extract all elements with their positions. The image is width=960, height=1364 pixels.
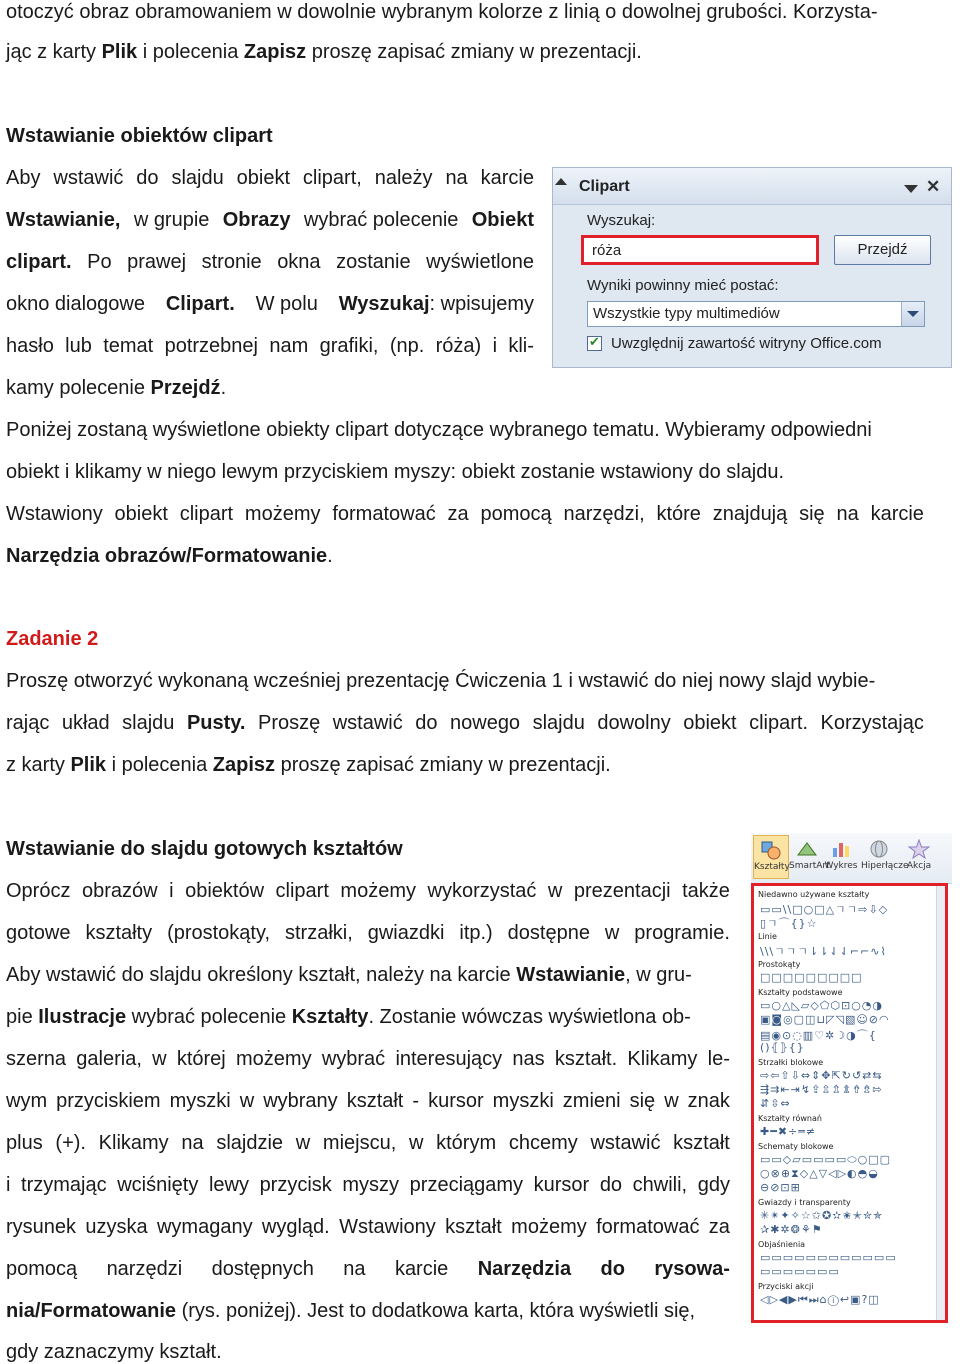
word: nas <box>512 1048 545 1070</box>
panel-menu-icon[interactable] <box>904 185 918 193</box>
gallery-section-label: Strzałki blokowe <box>758 1058 824 1067</box>
shape-row[interactable]: ✰✱✲❂⚘⚑ <box>760 1223 823 1236</box>
word: programie. <box>634 922 730 944</box>
shapes-line3: Aby wstawić do slajdu określony kształt, należy na karcie Wstawianie, w gru- <box>6 964 692 986</box>
word: w <box>664 1090 679 1112</box>
word: grafiki, <box>319 335 379 357</box>
ribbon-label-action: Akcja <box>906 861 932 871</box>
word: dostępnych <box>211 1258 314 1280</box>
word: myszy <box>342 1174 400 1196</box>
word: narzędzi, <box>563 503 645 525</box>
word: do <box>600 1258 625 1280</box>
word: nowego <box>450 712 521 734</box>
word: zostanie <box>336 251 411 273</box>
search-label: Wyszukaj: <box>587 212 656 229</box>
word: w <box>408 1132 424 1154</box>
word: uzyska <box>85 1216 148 1238</box>
word: kształt. <box>554 1048 618 1070</box>
close-icon[interactable]: ✕ <box>926 177 941 196</box>
word: kształty <box>85 922 153 944</box>
chart-icon <box>830 839 852 859</box>
shapes-line8 <box>6 1173 730 1197</box>
zadanie2-line1: Proszę otworzyć wykonaną wcześniej prezentację Ćwiczenia 1 i wstawić do niej nowy slajd wybie- <box>6 670 876 692</box>
clipart-text-line4: okno dialogowe Clipart. W polu Wyszukaj: wpisujemy <box>6 293 534 315</box>
word: się <box>629 1090 656 1112</box>
shape-row[interactable]: ▤◉⊙◌▥♡✲☽◑⌒{ <box>760 1029 877 1042</box>
word: możemy <box>511 1216 587 1238</box>
gallery-section-label: Niedawno używane kształty <box>758 890 870 899</box>
shapes-line10 <box>6 1257 730 1281</box>
globe-icon <box>868 839 890 859</box>
word: wybrany <box>263 1090 338 1112</box>
word: temat <box>103 335 154 357</box>
shape-row[interactable]: ▭▭▭▭▭▭▭▭▭▭▭▭ <box>760 1251 897 1264</box>
word: - <box>412 1090 420 1112</box>
shape-row[interactable]: \\\ㄱㄱㄱ⇂⇂⇃⇃⌐⌐∿⌇ <box>760 945 887 958</box>
word: formatować <box>332 503 436 525</box>
word: wygląd. <box>261 1216 330 1238</box>
word: w <box>547 880 563 902</box>
shape-row[interactable]: ◁▷◀▶⏮⏭⌂ⓘ↩▣?◫ <box>760 1293 880 1306</box>
gallery-section-label: Gwiazdy i transparenty <box>758 1198 851 1207</box>
word: kursor <box>533 1174 590 1196</box>
word: dowolny <box>597 712 671 734</box>
shape-row[interactable]: ⇵⇳⇔ <box>760 1097 791 1110</box>
word: itp.) <box>459 922 493 944</box>
word: na <box>181 1132 204 1154</box>
word: obiekt <box>683 712 737 734</box>
clipart-text-line10: Narzędzia obrazów/Formatowanie. <box>6 545 333 567</box>
shape-row[interactable]: ()⦃⦄{} <box>760 1041 805 1054</box>
word: wciśnięty <box>117 1174 199 1196</box>
media-type-value: Wszystkie typy multimediów <box>593 305 780 322</box>
word: potrzebnej <box>164 335 258 357</box>
clipart-text-line9 <box>6 502 924 526</box>
word: Oprócz <box>6 880 71 902</box>
word: prezentacji <box>573 880 671 902</box>
word: clipart. <box>749 712 808 734</box>
word: lub <box>65 335 92 357</box>
para1-line1: otoczyć obraz obramowaniem w dowolnie wybranym kolorze z linią o dowolnej grubości. Korzysta- <box>6 1 878 23</box>
word: obiekt <box>114 503 168 525</box>
include-office-label: Uwzględnij zawartość witryny Office.com <box>611 335 882 352</box>
clipart-panel <box>552 167 952 368</box>
word: znak <box>687 1090 730 1112</box>
word: slajdzie <box>216 1132 284 1154</box>
shapes-ribbon-button[interactable] <box>753 835 789 879</box>
word: karcie <box>394 1258 449 1280</box>
shape-row[interactable]: ▭▭\\□○□△ㄱㄱ⇨⇩◇ <box>760 903 889 916</box>
word: wybrać <box>321 1048 386 1070</box>
word: przeciągamy <box>409 1174 524 1196</box>
word: clipart <box>179 503 234 525</box>
shapes-line7 <box>6 1131 730 1155</box>
word: plus <box>6 1132 43 1154</box>
clipart-text-line1 <box>6 166 534 190</box>
word: i <box>169 880 174 902</box>
word: karcie <box>870 503 924 525</box>
word: obiekt <box>236 167 290 189</box>
shapes-line1 <box>6 879 730 903</box>
word: kształt <box>346 1090 404 1112</box>
word: kształt <box>673 1132 730 1154</box>
shapes-line9 <box>6 1215 730 1239</box>
word: za <box>708 1216 730 1238</box>
word: dostępne <box>507 922 590 944</box>
word: którym <box>436 1132 497 1154</box>
zadanie2-line3: z karty Plik i polecenia Zapisz proszę zapisać zmiany w prezentacji. <box>6 754 611 776</box>
word: wyświetlone <box>426 251 534 273</box>
word: do <box>599 1174 623 1196</box>
word: lewy <box>208 1174 249 1196</box>
word: stronie <box>201 251 262 273</box>
word: pomocą <box>480 503 552 525</box>
shapes-line2 <box>6 921 730 945</box>
shapes-gallery-panel <box>751 833 952 1328</box>
shape-row[interactable]: ⊖⊘⊡⊞ <box>760 1181 801 1194</box>
shape-row[interactable]: ⇨⇦⇧⇩⇔⇕✥⇱↻↺⇄⇆ <box>760 1069 883 1082</box>
clipart-text-line8: obiekt i klikamy w niego lewym przyciskiem myszy: obiekt zostanie wstawiony do slajdu. <box>6 461 785 483</box>
search-input-value: róża <box>592 242 622 259</box>
word: które <box>656 503 701 525</box>
word: Po <box>87 251 112 273</box>
word: chcemy <box>508 1132 578 1154</box>
word: wstawić <box>53 167 124 189</box>
word: strzałki, <box>285 922 353 944</box>
word: Klikamy <box>627 1048 698 1070</box>
action-ribbon-button[interactable] <box>901 835 937 879</box>
word: i <box>6 1174 11 1196</box>
word: za <box>447 503 469 525</box>
word: możemy <box>340 880 416 902</box>
word: kursor <box>428 1090 484 1112</box>
smartart-ribbon-button[interactable] <box>789 835 830 879</box>
smartart-icon <box>796 839 818 859</box>
word: na <box>836 503 859 525</box>
ribbon-label-smartart: SmartArt <box>789 861 830 871</box>
word: gdy <box>697 1174 730 1196</box>
ribbon-label-shapes: Kształty <box>754 862 790 872</box>
word: należy <box>374 167 433 189</box>
clipart-text-line7: Poniżej zostaną wyświetlone obiekty clipart dotyczące wybranego tematu. Wybieramy odpowiedni <box>6 419 872 441</box>
gallery-section-label: Kształty równań <box>758 1114 822 1123</box>
word: także <box>682 880 730 902</box>
shape-row[interactable]: ✳✴✦✧☆✩✪✫✬✭✮✯ <box>760 1209 884 1222</box>
word: gwiazdki <box>367 922 445 944</box>
word: rysunek <box>6 1216 77 1238</box>
word: się <box>799 503 825 525</box>
word: clipart <box>275 880 329 902</box>
word: w <box>295 1132 311 1154</box>
word: karcie <box>480 167 534 189</box>
word: możemy <box>244 503 321 525</box>
word: miejscu, <box>322 1132 397 1154</box>
word: wym <box>6 1090 48 1112</box>
word: i <box>492 335 498 357</box>
shape-row[interactable]: ▭○△◺▱◇⬠⬡⊡○◔◑ <box>760 999 884 1012</box>
shapes-line11: nia/Formatowanie (rys. poniżej). Jest to dodatkowa karta, która wyświetli się, <box>6 1300 696 1322</box>
gallery-section-label: Objaśnienia <box>758 1240 806 1249</box>
word: szerna <box>6 1048 67 1070</box>
word: clipart, <box>302 167 362 189</box>
action-star-icon <box>908 839 930 859</box>
word: formatować <box>596 1216 700 1238</box>
word: trzymając <box>21 1174 107 1196</box>
word: Korzystając <box>820 712 924 734</box>
shapes-line6 <box>6 1089 730 1113</box>
word: Aby <box>6 167 41 189</box>
word: wstawić <box>332 712 403 734</box>
clipart-heading: Wstawianie obiektów clipart <box>6 125 273 147</box>
word: wykorzystać <box>427 880 537 902</box>
gallery-section-label: Przyciski akcji <box>758 1282 814 1291</box>
word: pomocą <box>6 1258 78 1280</box>
word: obiektów <box>185 880 265 902</box>
gallery-section-label: Linie <box>758 932 777 941</box>
word: (+). <box>55 1132 86 1154</box>
shape-row[interactable]: □□□□□□□□□ <box>760 971 863 984</box>
word: przyciskiem <box>56 1090 161 1112</box>
word: Klikamy <box>98 1132 169 1154</box>
shape-row[interactable]: ○⊗⊕⧗◇△▽◁▷◐◓◒ <box>760 1167 879 1180</box>
shapes-heading: Wstawianie do slajdu gotowych kształtów <box>6 838 403 860</box>
word: kształt <box>445 1216 502 1238</box>
ribbon-label-chart: Wykres <box>824 861 858 871</box>
word: na <box>343 1258 366 1280</box>
word: Narzędzia <box>477 1258 572 1280</box>
word: znajdują <box>712 503 788 525</box>
word: zmieni <box>562 1090 621 1112</box>
word: (np. <box>389 335 425 357</box>
shapes-line5 <box>6 1047 730 1071</box>
shapes-icon <box>760 840 782 860</box>
word: Wstawiony <box>339 1216 436 1238</box>
word: na <box>445 167 468 189</box>
shape-row[interactable]: ▯ㄱ⌒{}☆ <box>760 917 818 930</box>
word: w <box>152 1048 167 1070</box>
clipart-text-line6: kamy polecenie Przejdź. <box>6 377 227 399</box>
search-input[interactable] <box>581 235 819 265</box>
shape-row[interactable]: ▭▭◇▱▭▭▭▭⬭○□▢ <box>760 1153 892 1166</box>
para1-line2: jąc z karty Plik i polecenia Zapisz proszę zapisać zmiany w prezentacji. <box>6 41 642 63</box>
word: obrazów <box>81 880 158 902</box>
shape-row[interactable]: ⇶⇉⇤⇥↯⇪⇫⇬⇭⇮⇯⇰ <box>760 1083 883 1096</box>
shapes-line4: pie Ilustracje wybrać polecenie Kształty. Zostanie wówczas wyświetlona ob- <box>6 1006 691 1028</box>
clipart-panel-title: Clipart <box>579 178 630 195</box>
word: kli- <box>508 335 534 357</box>
word: w <box>604 922 620 944</box>
word: Proszę <box>257 712 321 734</box>
word: róża) <box>435 335 482 357</box>
word: w <box>239 1090 255 1112</box>
ribbon-label-hyperlink: Hiperłącze <box>861 861 909 871</box>
word: le- <box>707 1048 730 1070</box>
shapes-line12: gdy zaznaczymy kształt. <box>6 1341 222 1363</box>
clipart-text-line2: Wstawianie, w grupie Obrazy wybrać polecenie Obiekt <box>6 209 534 231</box>
hyperlink-ribbon-button[interactable] <box>861 835 909 879</box>
go-button[interactable]: Przejdź <box>834 235 931 265</box>
word: do <box>136 167 159 189</box>
word: rysowa- <box>654 1258 730 1280</box>
chevron-down-icon[interactable] <box>901 302 924 326</box>
shape-row[interactable]: ▣◙◎▢◫⊔◸◹▧☺⊘◠ <box>760 1013 890 1026</box>
word: myszki <box>169 1090 231 1112</box>
gallery-section-label: Schematy blokowe <box>758 1142 834 1151</box>
word: galeria, <box>76 1048 142 1070</box>
word: wymagany <box>156 1216 253 1238</box>
word: interesujący <box>395 1048 503 1070</box>
include-office-checkbox[interactable] <box>587 336 602 351</box>
word: slajdu <box>532 712 585 734</box>
word: slajdu <box>171 167 224 189</box>
word: narzędzi <box>106 1258 183 1280</box>
word: której <box>176 1048 226 1070</box>
illustrations-ribbon <box>751 833 952 884</box>
word: nam <box>269 335 309 357</box>
word: (prostokąty, <box>167 922 271 944</box>
word: prawej <box>127 251 187 273</box>
gallery-scrollbar[interactable] <box>936 886 945 1320</box>
word: chwili, <box>632 1174 688 1196</box>
shape-row[interactable]: ▭▭▭▭▭▭▭ <box>760 1265 840 1278</box>
zadanie2-heading: Zadanie 2 <box>6 628 99 650</box>
results-label: Wyniki powinny mieć postać: <box>587 277 779 294</box>
media-type-select[interactable] <box>587 301 925 327</box>
chart-ribbon-button[interactable] <box>823 835 859 879</box>
clipart-text-line3: clipart. Po prawej stronie okna zostanie wyświetlone <box>6 251 534 273</box>
shapes-gallery <box>751 883 948 1323</box>
word: Wstawiony <box>6 503 103 525</box>
word: gotowe <box>6 922 71 944</box>
scroll-up-icon[interactable] <box>555 178 567 185</box>
word: przycisk <box>259 1174 332 1196</box>
word: okna <box>277 251 321 273</box>
shape-row[interactable]: ✚━✖÷═≠ <box>760 1125 817 1138</box>
clipart-text-line5 <box>6 334 534 358</box>
gallery-section-label: Kształty podstawowe <box>758 988 843 997</box>
word: do <box>415 712 438 734</box>
word: myszki <box>492 1090 554 1112</box>
word: możemy <box>236 1048 312 1070</box>
zadanie2-line2: rając układ slajdu Pusty. Proszę wstawić do nowego slajdu dowolny obiekt clipart. Korzystając <box>6 712 924 734</box>
gallery-section-label: Prostokąty <box>758 960 801 969</box>
word: hasło <box>6 335 54 357</box>
word: wstawić <box>590 1132 661 1154</box>
